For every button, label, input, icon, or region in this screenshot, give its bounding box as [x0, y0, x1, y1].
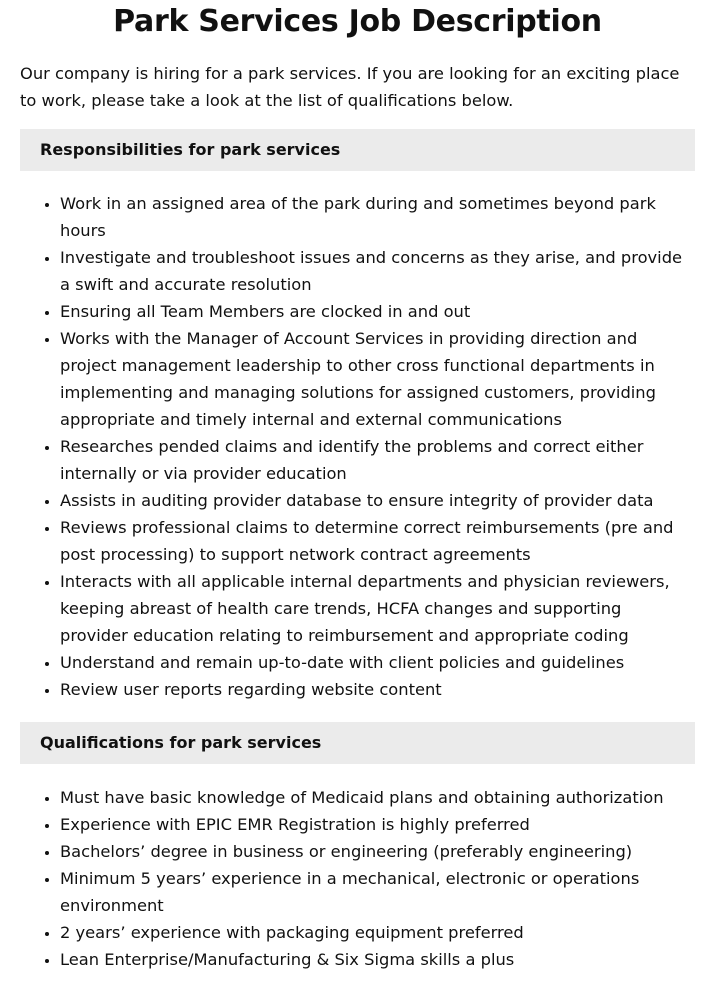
list-item: • Reviews professional claims to determine correct reimbursements (pre and post processing) to support network contract agreements [60, 514, 692, 568]
qualifications-list [20, 784, 692, 973]
list-item: • Interacts with all applicable internal departments and physician reviewers, keeping abreast of health care trends, HCFA changes and supporting provider education relating to reimbursement and appropriate coding [60, 568, 692, 649]
list-item: • Bachelors’ degree in business or engineering (preferably engineering) [60, 838, 692, 865]
list-item: • Minimum 5 years’ experience in a mechanical, electronic or operations environment [60, 865, 692, 919]
list-item: • Researches pended claims and identify the problems and correct either internally or via provider education [60, 433, 692, 487]
responsibilities-list [20, 190, 692, 703]
list-item: • Ensuring all Team Members are clocked in and out [60, 298, 692, 325]
list-item: • Assists in auditing provider database to ensure integrity of provider data [60, 487, 692, 514]
list-item: • Work in an assigned area of the park during and sometimes beyond park hours [60, 190, 692, 244]
page-title: Park Services Job Description [113, 4, 602, 39]
responsibilities-heading: Responsibilities for park services [20, 129, 695, 171]
list-item: • Works with the Manager of Account Services in providing direction and project management leadership to other cross functional departments in implementing and managing solutions for assigned customers, providing appropriate and timely internal and external communications [60, 325, 692, 433]
intro-paragraph: Our company is hiring for a park services. If you are looking for an exciting place to work, please take a look at the list of qualifications below. [20, 64, 680, 110]
list-item: • Review user reports regarding website content [60, 676, 692, 703]
qualifications-heading: Qualifications for park services [20, 722, 695, 764]
list-item: • Investigate and troubleshoot issues and concerns as they arise, and provide a swift and accurate resolution [60, 244, 692, 298]
list-item: • Experience with EPIC EMR Registration is highly preferred [60, 811, 692, 838]
list-item: • 2 years’ experience with packaging equipment preferred [60, 919, 692, 946]
list-item: • Must have basic knowledge of Medicaid plans and obtaining authorization [60, 784, 692, 811]
list-item: • Lean Enterprise/Manufacturing & Six Sigma skills a plus [60, 946, 692, 973]
list-item: • Understand and remain up-to-date with client policies and guidelines [60, 649, 692, 676]
